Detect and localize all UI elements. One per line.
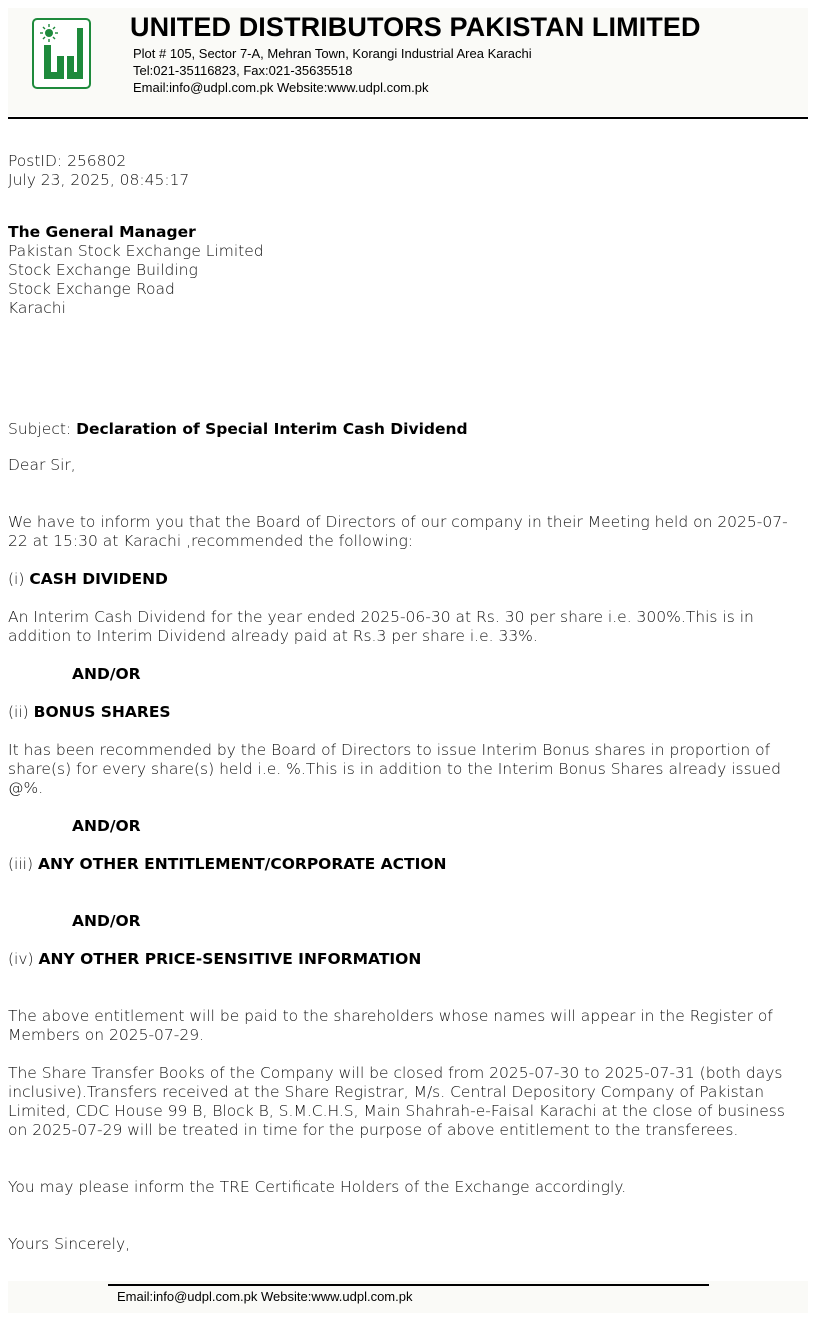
section-title: ANY OTHER PRICE-SENSITIVE INFORMATION (38, 950, 422, 968)
footer-email-website: Email:info@udpl.com.pk Website:www.udpl.com.pk (117, 1289, 413, 1304)
and-or-separator: AND/OR (72, 665, 141, 683)
company-logo (32, 18, 91, 89)
recipient-line: Karachi (8, 299, 66, 317)
footer-divider (108, 1284, 709, 1286)
section-title: CASH DIVIDEND (29, 570, 168, 588)
cash-dividend-paragraph: An Interim Cash Dividend for the year ended 2025-06-30 at Rs. 30 per share i.e. 300%.This is in addition to Interim Dividend already paid at Rs.3 per share i.e. 33%. (8, 608, 754, 645)
header-divider (8, 117, 808, 119)
tre-notice: You may please inform the TRE Certificate Holders of the Exchange accordingly. (8, 1178, 627, 1196)
company-email-website: Email:info@udpl.com.pk Website:www.udpl.com.pk (133, 80, 429, 95)
letterhead (8, 8, 808, 116)
salutation: Dear Sir, (8, 456, 76, 474)
post-datetime: July 23, 2025, 08:45:17 (8, 171, 190, 189)
section-other-heading (8, 855, 447, 874)
intro-paragraph: We have to inform you that the Board of Directors of our company in their Meeting held on 2025-07-22 at 15:30 at Karachi ,recommended the following: (8, 513, 788, 550)
section-number: (i) (8, 570, 30, 588)
recipient-line: Stock Exchange Road (8, 280, 175, 298)
and-or-separator: AND/OR (72, 912, 141, 930)
section-cash-heading (8, 570, 168, 589)
recipient-line: Stock Exchange Building (8, 261, 198, 279)
company-phone-fax: Tel:021-35116823, Fax:021-35635518 (133, 63, 353, 78)
recipient-line: Pakistan Stock Exchange Limited (8, 242, 264, 260)
section-title: BONUS SHARES (33, 703, 171, 721)
section-number: (ii) (8, 703, 34, 721)
section-bonus-heading (8, 703, 171, 722)
book-closure-paragraph: The Share Transfer Books of the Company will be closed from 2025-07-30 to 2025-07-31 (both days inclusive).Transfers received at the Share Registrar, M/s. Central Depository Company of Pakistan Limited, CDC House 99 B, Block B, S.M.C.H.S, Main Shahrah-e-Faisal Karachi at the close of business on 2025-07-29 will be treated in time for the purpose of above entitlement to the transferees. (8, 1064, 785, 1139)
bonus-shares-paragraph: It has been recommended by the Board of Directors to issue Interim Bonus shares in proportion of share(s) for every share(s) held i.e. %.This is in addition to the Interim Bonus Shares already issued @%. (8, 741, 781, 797)
subject-label: Subject: (8, 420, 77, 438)
entitlement-paragraph: The above entitlement will be paid to the shareholders whose names will appear in the Register of Members on 2025-07-29. (8, 1007, 773, 1044)
company-name: UNITED DISTRIBUTORS PAKISTAN LIMITED (130, 12, 701, 42)
post-id: PostID: 256802 (8, 152, 127, 170)
subject-text: Declaration of Special Interim Cash Dividend (76, 420, 468, 438)
section-price-heading (8, 950, 421, 969)
subject-line (8, 420, 468, 439)
section-title: ANY OTHER ENTITLEMENT/CORPORATE ACTION (37, 855, 447, 873)
company-address: Plot # 105, Sector 7-A, Mehran Town, Korangi Industrial Area Karachi (133, 46, 532, 61)
and-or-separator: AND/OR (72, 817, 141, 835)
section-number: (iv) (8, 950, 39, 968)
closing: Yours Sincerely, (8, 1235, 131, 1253)
section-number: (iii) (8, 855, 38, 873)
recipient-title: The General Manager (8, 223, 196, 241)
